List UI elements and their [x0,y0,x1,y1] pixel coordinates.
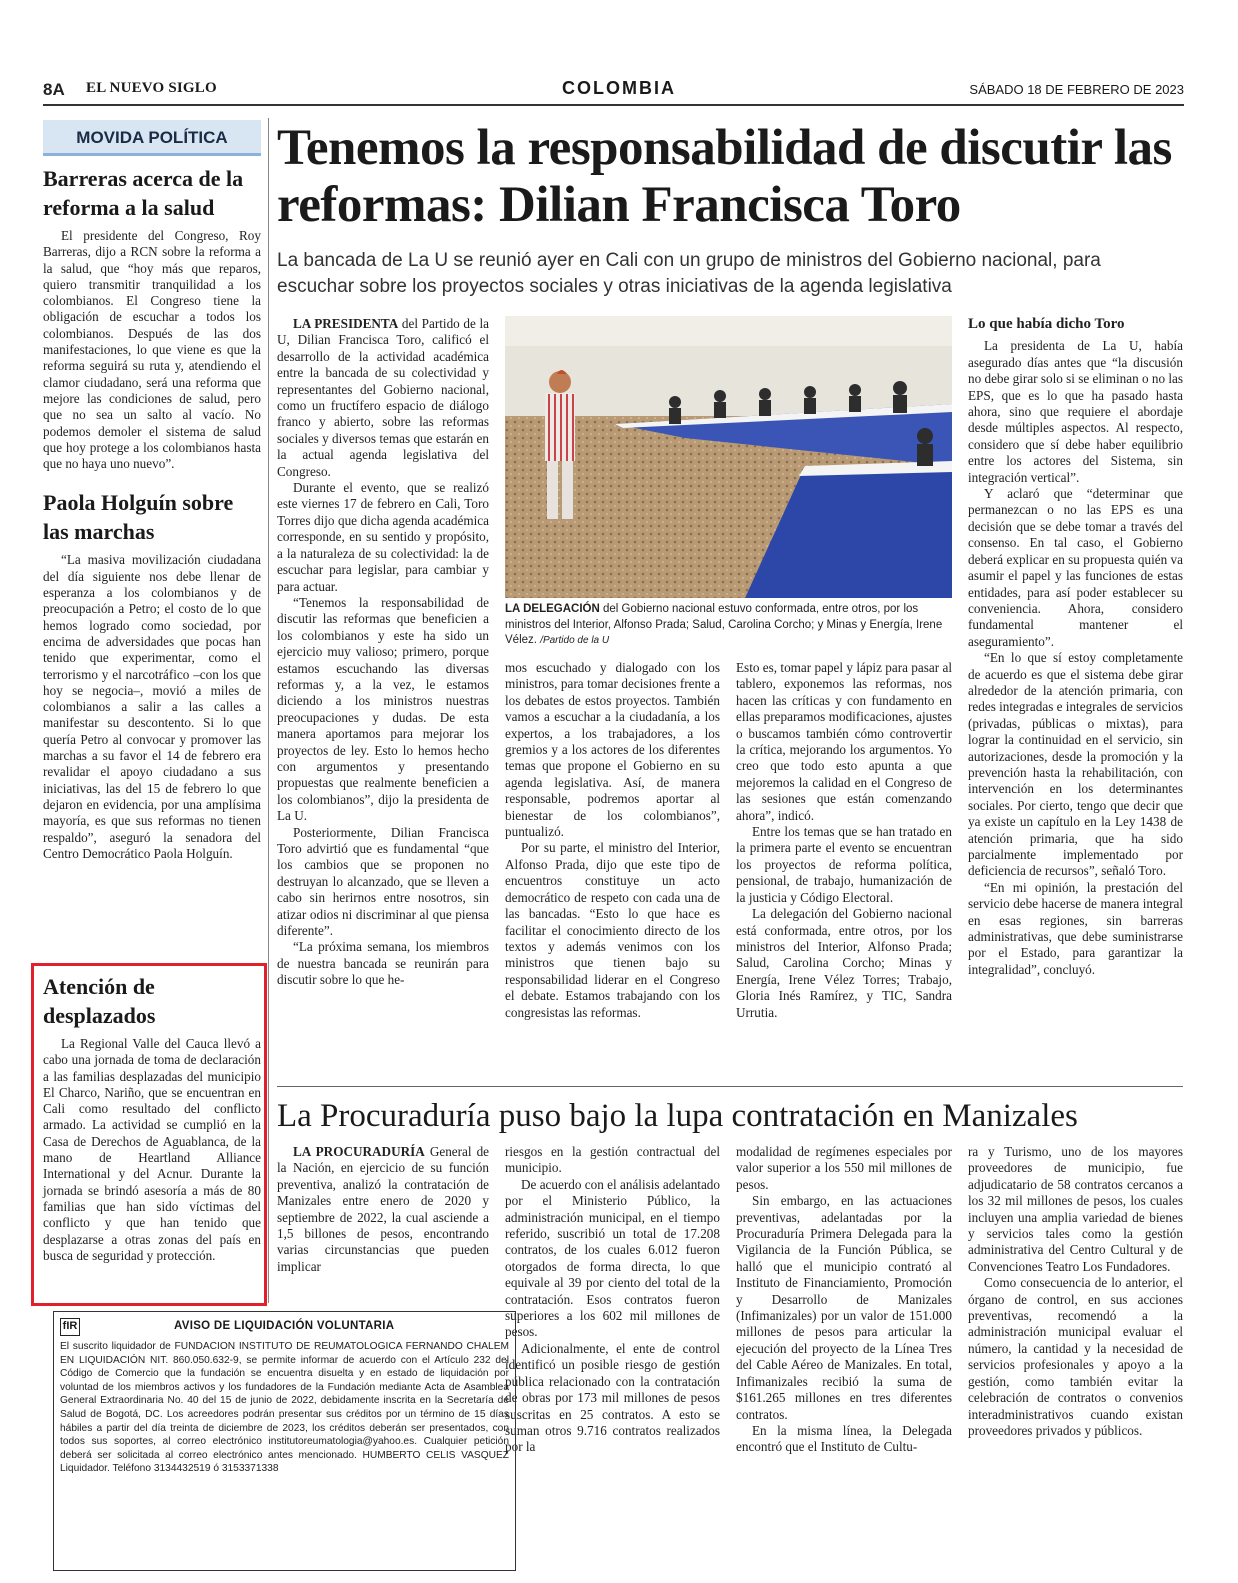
main-col-1 [277,316,489,989]
brief-body: “La masiva movilización ciudadana del día siguiente nos debe llenar de esperanza a los colombianos y de preocupación a Petro; el costo de lo que hemos logrado como sociedad, por encima de adversidades que pocas han tenido que experimentar, como el terrorismo y el narcotráfico –con los que hoy se negocia–, movió a miles de colombianos a salir a las calles a manifestar su descontento. Si lo que quería Petro al convocar y promover las marchas a su favor el 14 de febrero era revalidar el apoyo ciudadano a sus iniciativas, las del 15 de febrero lo que dejaron en evidencia, por una amplísima mayoría, es que sus reformas no tienen respaldo”, aseguró la senadora del Centro Democrático Paola Holguín. [43,552,261,861]
main-col-4 [968,316,1183,978]
paragraph: Sin embargo, en las actuaciones preventivas, adelantadas por la Procuraduría Primera Delegada para la Vigilancia de la Función Pública, se halló que el municipio contrató al Instituto de Financiamiento, Promoción y Desarrollo de Manizales (Infimanizales) por un valor de 151.000 millones de pesos para articular la ejecución del proyecto de la Línea Tres del Cable Aéreo de Manizales. En total, Infimanizales recibió la suma de $161.265 millones en tres diferentes contratos. [736,1193,952,1422]
paragraph: Entre los temas que se han tratado en la primera parte el evento se encuentran los proyectos de reforma política, pensional, de trabajo, humanización de la justicia y Código Electoral. [736,824,952,905]
brief-holguin [43,488,261,862]
article-divider [277,1086,1183,1087]
sidebar-kicker: MOVIDA POLÍTICA [43,120,261,156]
paragraph: La presidenta de La U, había asegurado días antes que “la discusión no debe girar solo si se eliminan o no las EPS, que es lo que ha pasado hasta ahora, sino que requiere el abordaje desde múltiples aspectos. Al respecto, considero que sí debe haber equilibrio entre los actores del Sistema, sin integración vertical”. [968,338,1183,485]
paragraph: “En mi opinión, la prestación del servicio debe hacerse de manera integral en esas regiones, sin barreras administrativas, que debe suministrarse por el Estado, para garantizar la integralidad”, concluyó. [968,879,1183,977]
legal-notice-box [53,1311,516,1571]
main-col-3 [736,660,952,1021]
second-col-3 [736,1144,952,1456]
notice-logo: fIR [60,1318,80,1336]
main-dek: La bancada de La U se reunió ayer en Cali con un grupo de ministros del Gobierno nacional, para escuchar sobre los proyectos sociales y otras iniciativas de la agenda legislativa [277,250,1101,297]
paragraph: Durante el evento, que se realizó este viernes 17 de febrero en Cali, Toro Torres dijo que dicha agenda académica corresponde, en su sentido y propósito, a la naturaleza de su colectividad: la de escuchar para legislar, para cambiar y para actuar. [277,480,489,594]
brief-title: Barreras acerca de la reforma a la salud [43,166,244,220]
photo-caption [505,602,952,649]
sidebar-movida-politica [43,120,261,862]
paragraph: La delegación del Gobierno nacional está conformada, entre otros, por los ministros del Interior, Alfonso Prada; Salud, Carolina Corcho; Minas y Energía, Irene Vélez Torres; Trabajo, Gloria Inés Ramírez, y TIC, Sandra Urrutia. [736,906,952,1020]
column-divider [268,118,269,1303]
brief-title: Atención de desplazados [43,974,156,1028]
brief-barreras [43,164,261,472]
photo-credit: /Partido de la U [540,635,610,646]
lead-word: LA PRESIDENTA [293,316,399,331]
paragraph: “Tenemos la responsabilidad de discutir las reformas que beneficien a los colombianos y este ha sido un ejercicio muy valioso; primero, porque estamos escuchando las diversas reformas y, a la vez, le estamos diciendo a los ministros nuestras preocupaciones y dudas. De esta manera aportamos para mejorar los proyectos de ley. Esto lo hemos hecho con argumentos y presentando propuestas que realmente beneficien a los colombianos”, dijo la presidenta de La U. [277,594,489,824]
meeting-photo-illustration [505,316,952,598]
main-col-2 [505,660,720,1021]
caption-lead: LA DELEGACIÓN [505,603,600,615]
brief-desplazados [43,972,261,1264]
brief-body: La Regional Valle del Cauca llevó a cabo una jornada de toma de declaración a las familias desplazadas del municipio El Charco, Nariño, que se encuentran en Cali como resultado del conflicto armado. La actividad se cumplió en la Casa de Derechos de Aguablanca, de la mano de Heartland Alliance International y del Acnur. Durante la jornada se brindó asesoría a más de 80 familias que han sido víctimas del conflicto y que han tenido que desplazarse a otras zonas del país en busca de seguridad y protección. [43,1036,261,1263]
notice-title: AVISO DE LIQUIDACIÓN VOLUNTARIA [174,1320,395,1332]
brief-body: El presidente del Congreso, Roy Barreras, dijo a RCN sobre la reforma a la salud, que “hoy más que reparos, quiero transmitir tranquilidad a los colombianos. El Congreso tiene la obligación de escuchar a todos los colombianos. Después de las dos manifestaciones, lo que viene es que la reforma seguirá su ruta y, atendiendo el clamor ciudadano, será una reforma que mejore las condiciones de salud, pero que no sea un salto al vacío. No podemos demoler el sistema de salud que hoy protege a los colombianos hasta que no haya uno nuevo”. [43,228,261,472]
main-headline: Tenemos la responsabilidad de discutir las reformas: Dilian Francisca Toro [277,120,1172,233]
second-headline: La Procuraduría puso bajo la lupa contratación en Manizales [277,1098,1078,1134]
header-rule [43,104,1184,106]
second-col-1 [277,1144,489,1275]
paragraph: Por su parte, el ministro del Interior, Alfonso Prada, dijo que este tipo de encuentros constituye un acto democrático de respeto con cada una de las bancadas. “Esto lo que hace es facilitar el conocimiento directo de los textos y además venimos con los ministros que tienen bajo su responsabilidad liderar en el Congreso el debate. Estamos trabajando con los congresistas las reformas. [505,840,720,1020]
page-number: 8A [43,80,65,99]
section-name: COLOMBIA [562,78,676,98]
paragraph: modalidad de regímenes especiales por valor superior a los 550 mil millones de pesos. [736,1144,952,1192]
paragraph: Adicionalmente, el ente de control identificó un posible riesgo de gestión pública relacionado con la contratación de obras por 173 mil millones de pesos suscritas en 25 contratos. A esto se suman otros 9.716 contratos realizados por la [505,1340,720,1455]
paragraph: mos escuchado y dialogado con los ministros, para tomar decisiones frente a los debates de estos proyectos. También vamos a escuchar a la ciudadanía, a los expertos, a los trabajadores, a los gremios y a los actores de los diferentes temas que propone el Gobierno en su agenda legislativa. Así, de manera responsable, podremos aportar al bienestar de los colombianos”, puntualizó. [505,660,720,840]
paragraph: Como consecuencia de lo anterior, el órgano de control, en sus acciones preventivas, recomendó a la administración municipal evaluar el número, la cantidad y la necesidad de servicios profesionales y apoyo a la gestión, como también evitar la celebración de contratos o convenios interadministrativos cuando existan proveedores privados y públicos. [968,1275,1183,1438]
paragraph: De acuerdo con el análisis adelantado por el Ministerio Público, la administración municipal, en el tiempo referido, suscribió un total de 17.208 contratos, de los cuales 6.012 fueron otorgados de forma directa, lo que equivale al 39 por ciento del total de la contratación. Esos contratos fueron superiores a los 602 mil millones de pesos. [505,1176,720,1340]
paragraph: “En lo que sí estoy completamente de acuerdo es que el sistema debe girar alrededor de la atención primaria, con redes integradas e integrales de servicios (privadas, públicas o mixtas), para lograr la continuidad en el servicio, sin autorizaciones, desde la promoción y la prevención hasta la rehabilitación, con intervención en los determinantes sociales. Por cierto, tengo que decir que ya existe un capítulo en la Ley 1438 de atención primaria, que ha sido parcialmente implementado por deficiencia de recursos”, señaló Toro. [968,650,1183,879]
paragraph: ra y Turismo, uno de los mayores proveedores de municipio, fue adjudicatario de 58 contratos cercanos a los 32 mil millones de pesos, los cuales incluyen una amplia variedad de bienes y servicios tales como la gestión administrativa del Centro Cultural y de Convenciones Teatro Los Fundadores. [968,1144,1183,1274]
caption-text: del Gobierno nacional estuvo conformada, entre otros, por los ministros del Interior, Alfonso Prada; Salud, Carolina Corcho; y Minas y Energía, Irene Vélez. [505,603,943,646]
second-col-4 [968,1144,1183,1439]
paragraph: riesgos en la gestión contractual del municipio. [505,1144,720,1176]
paragraph: General de la Nación, en ejercicio de su función preventiva, analizó la contratación de Manizales entre enero de 2020 y septiembre de 2022, la cual asciende a 1,5 billones de pesos, encontrando varias circunstancias que pueden implicar [277,1144,490,1274]
paragraph: Esto es, tomar papel y lápiz para pasar al tablero, exponemos las reformas, nos hacen las críticas y con fundamento en ellas preparamos modificaciones, ajustes o buscamos también cómo controvertir la crítica, mejorando los argumentos. Yo creo que todo esto apunta a que mejoremos la calidad en el Congreso de las sesiones que están comenzando ahora”, indicó. [736,660,952,823]
paragraph: Y aclaró que “determinar que permanezcan o no las EPS es una decisión que se debe tomar a través del consenso. En tal caso, el Gobierno deberá explicar en su propuesta quién va asumir el papel y las funciones de estas entidades, para así poder establecer su conveniencia. Ahora, considero fundamental mantener el aseguramiento”. [968,486,1183,649]
publication-name: EL NUEVO SIGLO [86,80,217,96]
paragraph: del Partido de la U, Dilian Francisca Toro, calificó el desarrollo de la actividad académica entre la bancada de su colectividad y representantes del Gobierno nacional, como un fructífero espacio de diálogo franco y abierto, sobre las reformas sociales y diversos temas que estarán en la actual agenda legislativa del Congreso. [277,316,489,479]
brief-title: Paola Holguín sobre las marchas [43,490,234,545]
notice-body: El suscrito liquidador de FUNDACION INSTITUTO DE REUMATOLOGICA FERNANDO CHALEM EN LIQUIDACIÓN NIT. 860.050.632-9, se permite informar de acuerdo con el Artículo 232 del Código de Comercio que la fundación se encuentra disuelta y en estado de liquidación por voluntad de los miembros activos y los fundadores de la Fundación mediante Acta de Asamblea General Extraordinaria No. 40 del 15 de junio de 2022, debidamente inscrita en la Secretaría de Salud de Bogotá, DC. Los acreedores podrán presentar sus créditos por un término de 15 días hábiles a partir del día treinta de diciembre de 2023, los créditos deberán ser presentados, con todos sus soportes, al correo electrónico institutoreumatologia@yahoo.es. Cualquier petición deberá ser solicitada al correo electrónico antes mencionado. HUMBERTO CELIS VASQUEZ Liquidador. Teléfono 3134432519 ó 3153371338 [60,1341,509,1475]
paragraph: Posteriormente, Dilian Francisca Toro advirtió que es fundamental “que los cambios que se proponen no destruyan lo alcanzado, que se lleven a cabo sin herirnos entre nosotros, sin atizar odios ni discriminar al que piensa diferente”. [277,824,489,939]
meeting-photo [505,316,952,598]
subhead: Lo que había dicho Toro [968,316,1125,332]
lead-word: LA PROCURADURÍA [293,1144,425,1159]
paragraph: En la misma línea, la Delegada encontró que el Instituto de Cultu- [736,1422,952,1455]
issue-date: SÁBADO 18 DE FEBRERO DE 2023 [969,82,1184,97]
paragraph: “La próxima semana, los miembros de nuestra bancada se reunirán para discutir sobre lo que he- [277,939,489,988]
second-col-2 [505,1144,720,1456]
